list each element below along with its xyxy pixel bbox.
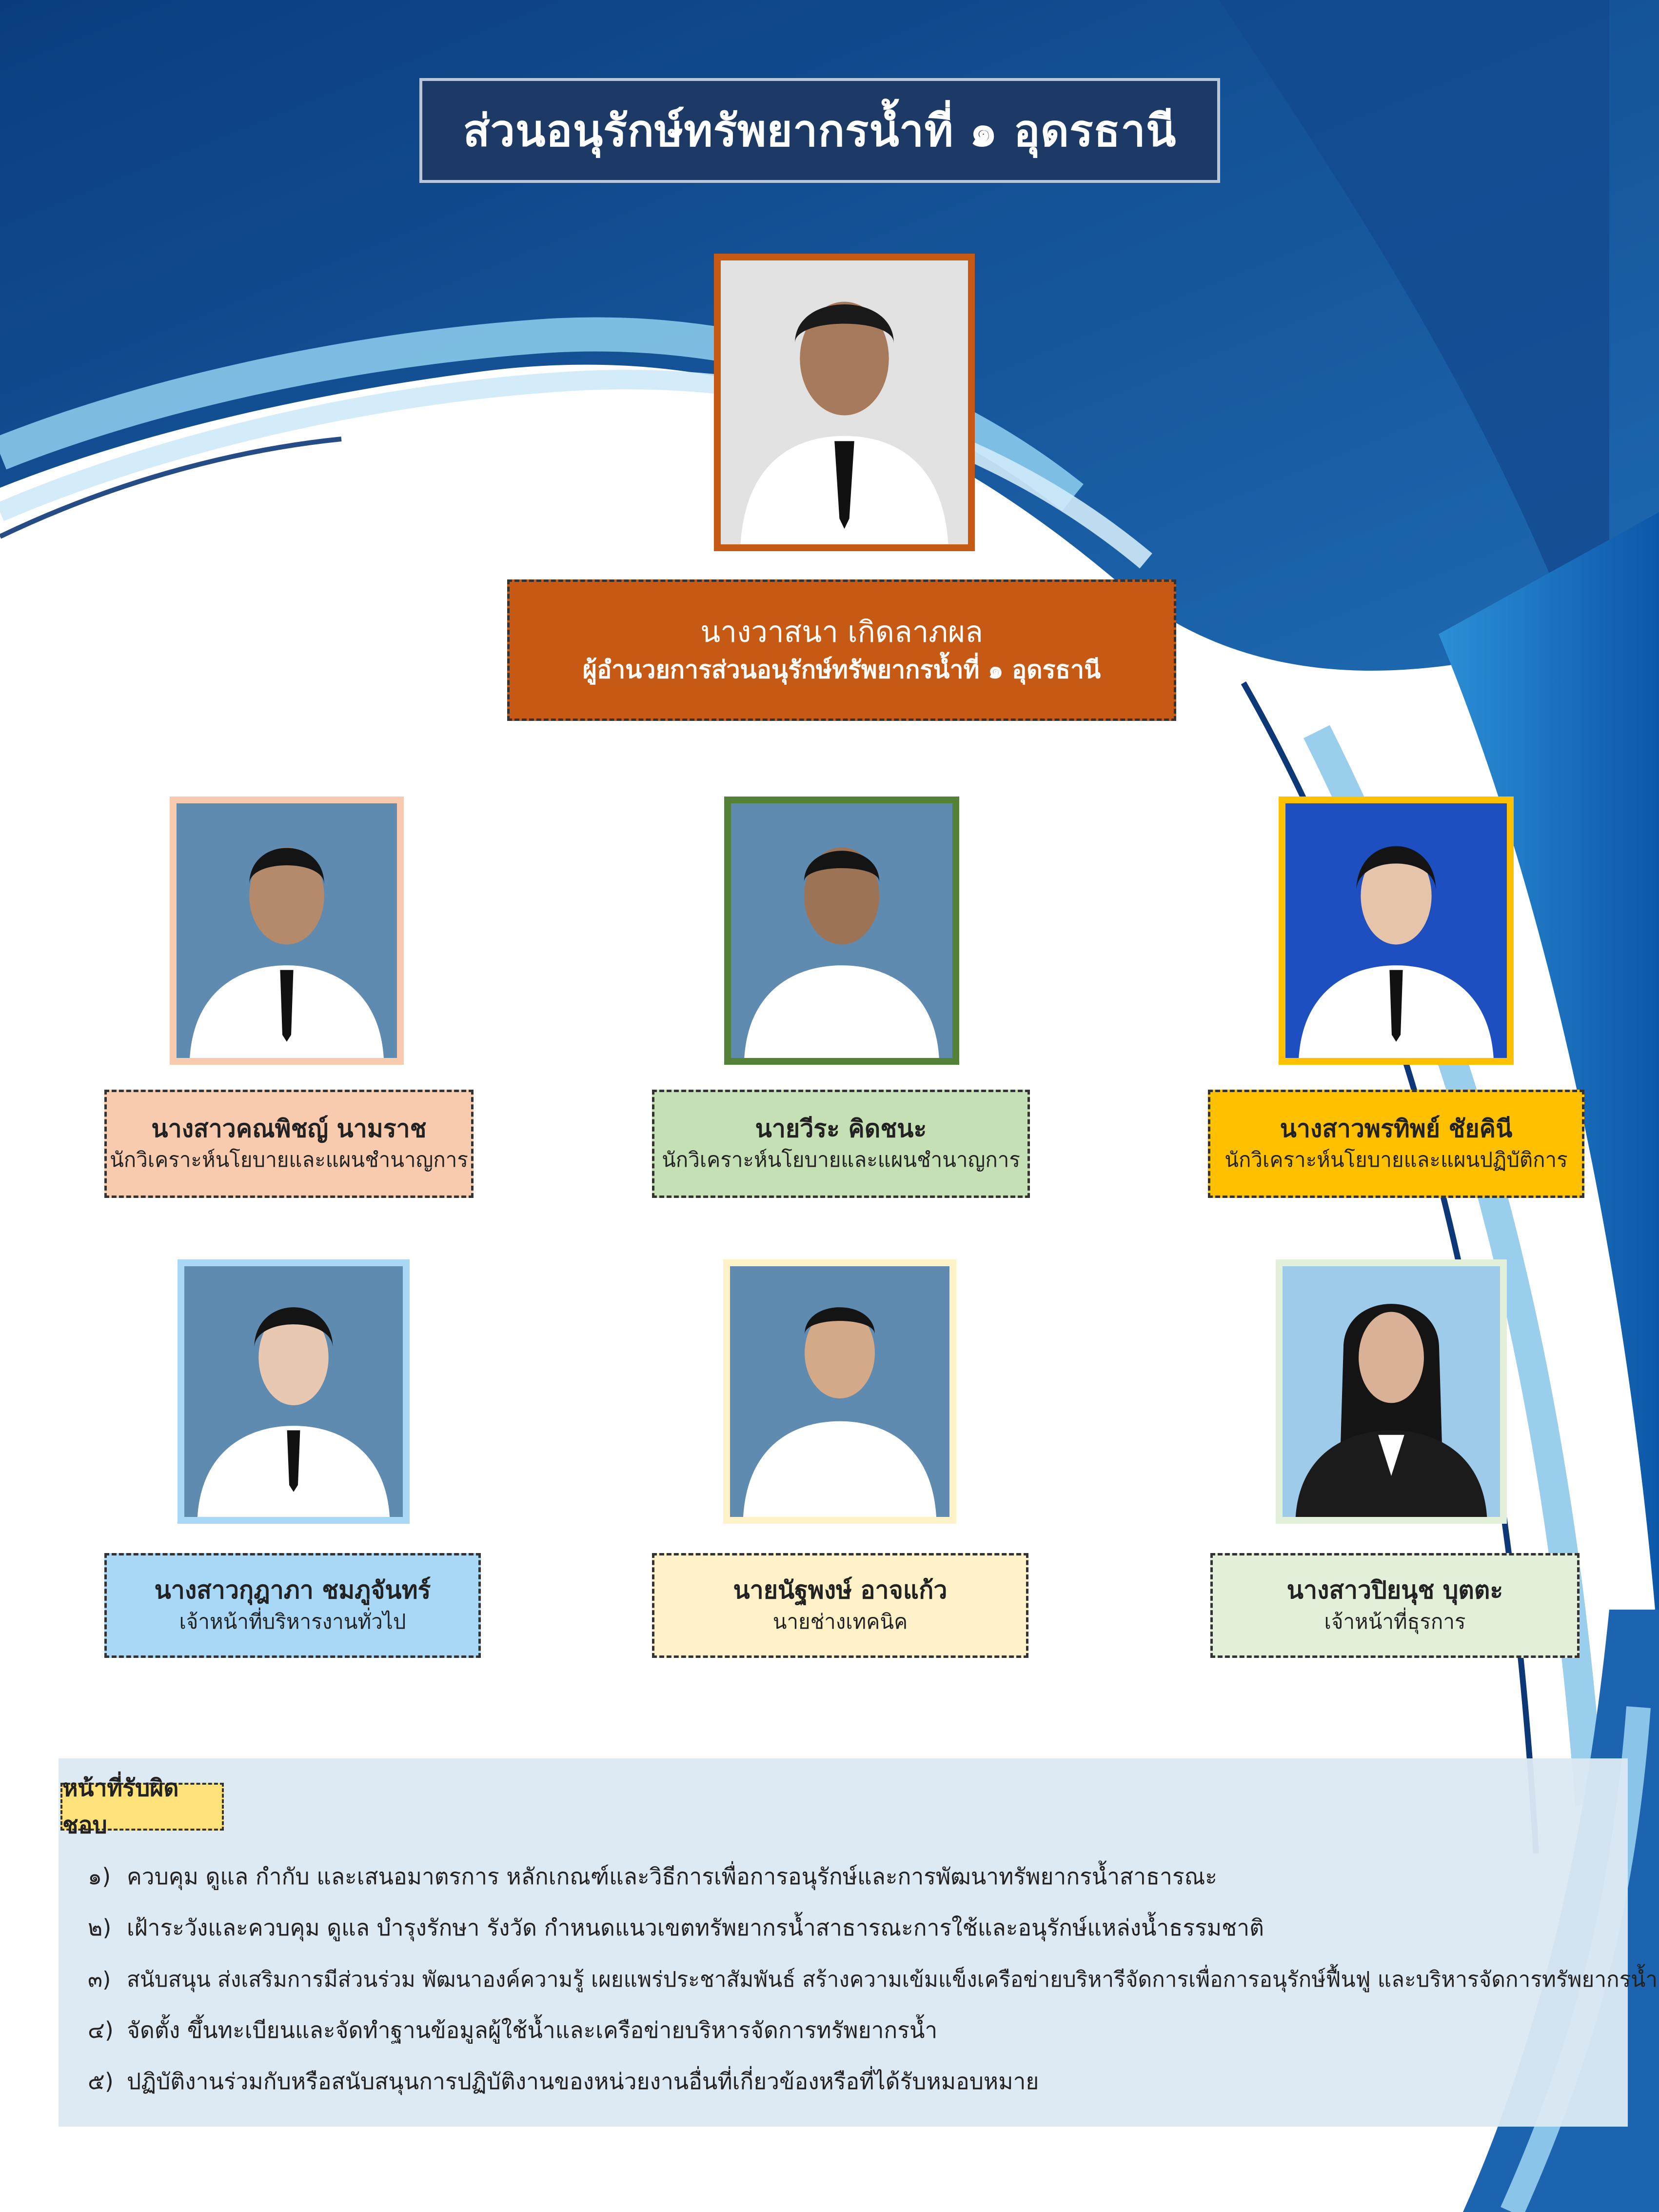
staff-photo-4 bbox=[178, 1259, 410, 1524]
staff-name-box-2 bbox=[652, 1090, 1030, 1198]
staff-photo-5 bbox=[723, 1259, 956, 1524]
responsibility-number: ๑) bbox=[88, 1863, 111, 1890]
staff-position: เจ้าหน้าที่บริหารงานทั่วไป bbox=[179, 1609, 406, 1634]
responsibility-item bbox=[88, 1953, 1658, 2005]
staff-name: นางสาวปิยนุช บุตตะ bbox=[1286, 1576, 1503, 1605]
page-title: ส่วนอนุรักษ์ทรัพยากรน้ำที่ ๑ อุดรธานี bbox=[463, 105, 1177, 157]
staff-name-box-4 bbox=[104, 1553, 481, 1658]
staff-position: เจ้าหน้าที่ธุรการ bbox=[1324, 1609, 1466, 1634]
responsibility-item bbox=[88, 1851, 1624, 1902]
staff-name-box-1 bbox=[104, 1090, 474, 1198]
staff-position: นักวิเคราะห์นโยบายและแผนชำนาญการ bbox=[110, 1148, 468, 1172]
staff-name: นางสาวคณพิชญ์ นามราช bbox=[151, 1114, 427, 1143]
staff-photo-3 bbox=[1279, 797, 1514, 1065]
page-title-box bbox=[419, 78, 1220, 183]
director-name: นางวาสนา เกิดลาภผล bbox=[700, 615, 983, 650]
responsibility-text: ควบคุม ดูแล กำกับ และเสนอมาตรการ หลักเกณฑ์และวิธีการเพื่อการอนุรักษ์และการพัฒนาทรัพยากรน้ำสาธารณะ bbox=[127, 1863, 1217, 1890]
responsibility-text: จัดตั้ง ขึ้นทะเบียนและจัดทำฐานข้อมูลผู้ใช้น้ำและเครือข่ายบริหารจัดการทรัพยากรน้ำ bbox=[127, 2017, 938, 2043]
responsibility-item bbox=[88, 2056, 1624, 2107]
staff-name-box-6 bbox=[1210, 1553, 1580, 1658]
responsibility-text: ปฏิบัติงานร่วมกับหรือสนับสนุนการปฏิบัติงานของหน่วยงานอื่นที่เกี่ยวข้องหรือที่ได้รับหมอบหมาย bbox=[127, 2068, 1039, 2094]
staff-photo-2 bbox=[724, 797, 959, 1065]
staff-name-box-3 bbox=[1208, 1090, 1584, 1198]
responsibility-text: เฝ้าระวังและควบคุม ดูแล บำรุงรักษา รังวัด กำหนดแนวเขตทรัพยากรน้ำสาธารณะการใช้และอนุรักษ์แหล่งน้ำธรรมชาติ bbox=[127, 1914, 1264, 1941]
responsibilities-label: หน้าที่รับผิดชอบ bbox=[60, 1783, 224, 1831]
director-photo bbox=[714, 254, 975, 551]
director-position: ผู้อำนวยการส่วนอนุรักษ์ทรัพยากรน้ำที่ ๑ อุดรธานี bbox=[582, 656, 1101, 684]
staff-photo-1 bbox=[170, 797, 404, 1065]
responsibility-number: ๓) bbox=[88, 1967, 111, 1992]
staff-name: นางสาวพรทิพย์ ชัยคินี bbox=[1280, 1114, 1513, 1143]
staff-name-box-5 bbox=[652, 1553, 1028, 1658]
responsibilities-list bbox=[88, 1851, 1658, 2107]
responsibility-item bbox=[88, 1902, 1624, 1953]
responsibility-number: ๒) bbox=[88, 1914, 112, 1941]
responsibility-text: สนับสนุน ส่งเสริมการมีส่วนร่วม พัฒนาองค์ความรู้ เผยแพร่ประชาสัมพันธ์ สร้างความเข้มแข็งเครือข่ายบริหารีจัดการเพื่อการอนุรักษ์ฟื้นฟู และบริหารจัดการทรัพยากรน้ำ bbox=[127, 1967, 1658, 1992]
responsibility-number: ๕) bbox=[88, 2068, 114, 2094]
staff-position: นักวิเคราะห์นโยบายและแผนปฏิบัติการ bbox=[1224, 1148, 1568, 1172]
responsibility-number: ๔) bbox=[88, 2017, 114, 2043]
staff-name: นางสาวกุฎาภา ชมภูจันทร์ bbox=[154, 1576, 431, 1605]
responsibility-item bbox=[88, 2005, 1624, 2056]
director-name-box bbox=[507, 579, 1176, 721]
staff-position: นายช่างเทคนิค bbox=[772, 1609, 908, 1634]
staff-photo-6 bbox=[1276, 1259, 1507, 1524]
staff-position: นักวิเคราะห์นโยบายและแผนชำนาญการ bbox=[662, 1148, 1020, 1172]
staff-name: นายวีระ คิดชนะ bbox=[755, 1114, 927, 1143]
staff-name: นายนัฐพงษ์ อาจแก้ว bbox=[733, 1576, 948, 1605]
